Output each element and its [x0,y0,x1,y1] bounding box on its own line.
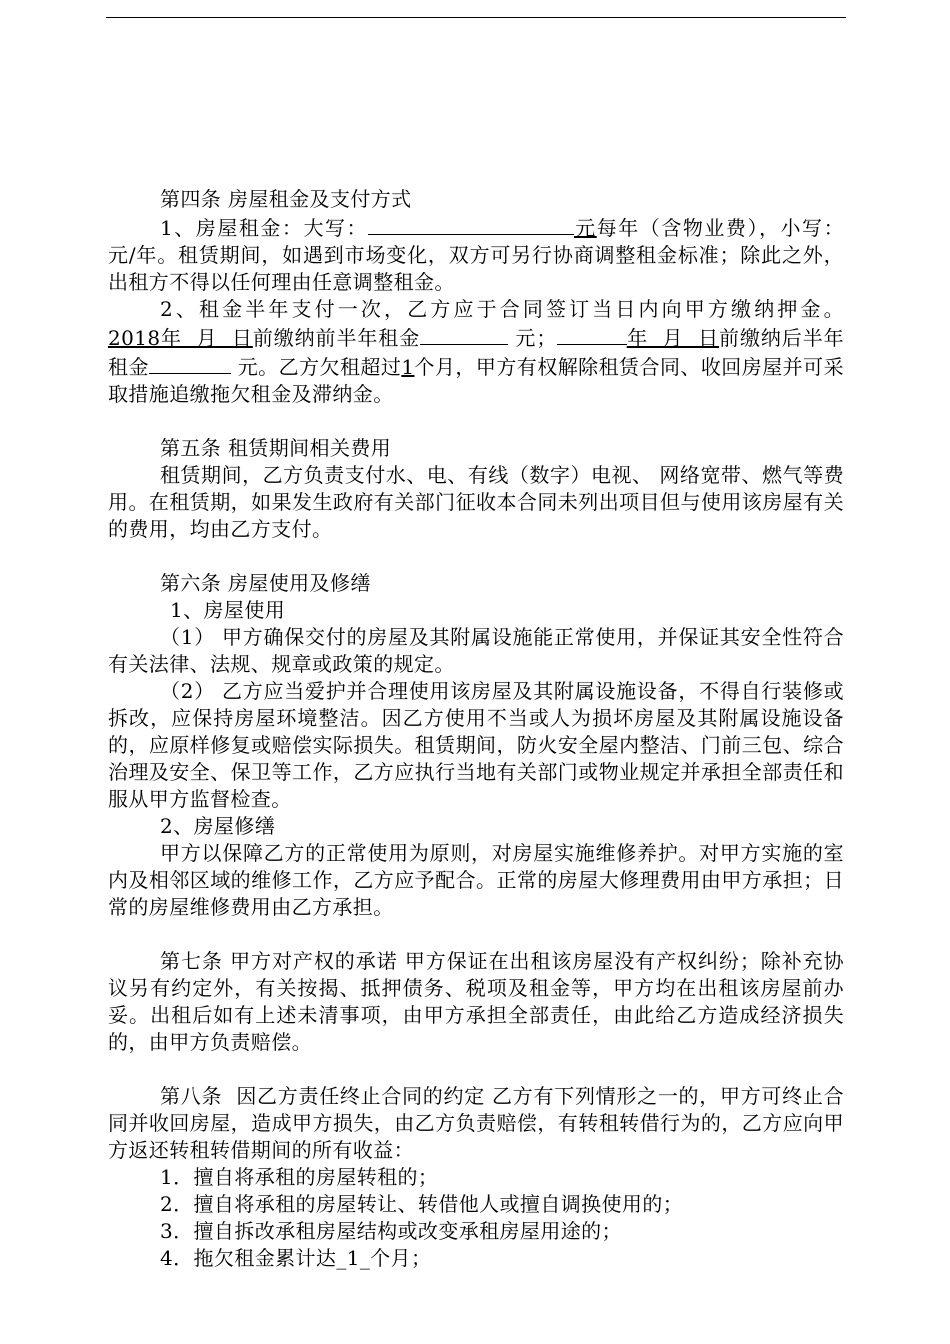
payment-intro: 2、租金半年支付一次，乙方应于合同签订当日内向甲方缴纳押金。 [160,297,844,321]
arrears-text: 元。乙方欠租超过 [237,355,402,379]
article5-title: 第五条 租赁期间相关费用 [160,436,392,460]
article8-item-3: 3．擅自拆改承租房屋结构或改变承租房屋用途的； [160,1219,622,1243]
article4-title: 第四条 房屋租金及支付方式 [160,187,412,211]
article7-body: 第七条 甲方对产权的承诺 甲方保证在出租该房屋没有产权纠纷；除补充协议另有约定外，有关按揭、抵押债务、税项及租金等，甲方均在出租该房屋前办妥。出租后如有上述未清事项，由甲方承担全部责任，由此给乙方造成经济损失的，由甲方负责赔偿。 [108,949,844,1054]
arrears-months[interactable]: 1 [401,355,415,379]
contract-page [108,186,844,1272]
first-half-date[interactable]: 2018年 月 日 [108,326,253,350]
article4-payment-clause [108,296,844,408]
article6-item1: （1） 甲方确保交付的房屋及其附属设施能正常使用，并保证其安全性符合有关法律、法规、规章或政策的规定。 [108,625,844,676]
article6-sub1: 1、房屋使用 [170,598,286,622]
rent-amount-blank[interactable] [368,213,574,235]
article6-sub2: 2、房屋修缮 [160,814,276,838]
rent-yuan: 元 [574,216,597,240]
header-rule [106,17,846,18]
article6-title: 第六条 房屋使用及修缮 [160,571,371,595]
first-half-yuan: 元； [515,326,557,350]
first-half-label: 前缴纳前半年租金 [252,326,421,350]
second-half-year-blank[interactable] [557,323,627,345]
rent-per-year-label: 每年（含物业费），小写： [596,216,844,240]
article5-body: 租赁期间，乙方负责支付水、电、有线（数字）电视、 网络宽带、燃气等费用。在租赁期，如果发生政府有关部门征收本合同未列出项目但与使用该房屋有关的费用，均由乙方支付。 [108,463,844,541]
article6-body2: 甲方以保障乙方的正常使用为原则，对房屋实施维修养护。对甲方实施的室内及相邻区域的维修工作，乙方应予配合。正常的房屋大修理费用由甲方承担；日常的房屋维修费用由乙方承担。 [108,841,844,919]
article4-rent-clause [108,213,844,296]
article6-item2: （2） 乙方应当爱护并合理使用该房屋及其附属设施设备，不得自行装修或拆改，应保持房屋环境整洁。因乙方使用不当或人为损坏房屋及其附属设施设备的，应原样修复或赔偿实际损失。租赁期间，防火安全屋内整洁、门前三包、综合治理及安全、保卫等工作，乙方应执行当地有关部门或物业规定并承担全部责任和服从甲方监督检查。 [108,679,844,811]
first-half-amount-blank[interactable] [420,323,508,345]
rent-amount-label: 1、房屋租金：大写： [160,216,369,240]
article8-item-4: 4．拖欠租金累计达_1_个月； [160,1246,432,1270]
termination-text: 个月，甲方有权解除租赁合同、收回房屋并可采取措施追缴拖欠租金及滞纳金。 [108,355,844,406]
article8-item-2: 2．擅自将承租的房屋转让、转借他人或擅自调换使用的； [160,1192,684,1216]
second-half-label: 前缴纳后半年租金 [108,326,845,379]
article8-item-1: 1．擅自将承租的房屋转租的； [160,1165,439,1189]
rent-adjust-text: 元/年。租赁期间，如遇到市场变化，双方可另行协商调整租金标准；除此之外，出租方不得以任何理由任意调整租金。 [108,243,844,294]
second-half-amount-blank[interactable] [149,352,231,374]
article8-body: 第八条 因乙方责任终止合同的约定 乙方有下列情形之一的，甲方可终止合同并收回房屋，造成甲方损失，由乙方负责赔偿，有转租转借行为的，乙方应向甲方返还转租转借期间的所有收益： [108,1084,844,1162]
second-half-date[interactable]: 年 月 日 [626,326,720,350]
